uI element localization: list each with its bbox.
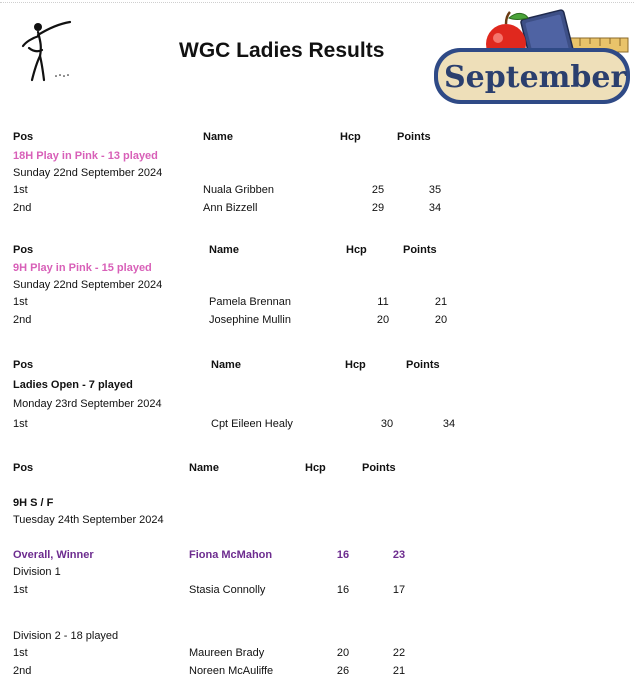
result-pos: 1st bbox=[13, 184, 28, 196]
result-name: Cpt Eileen Healy bbox=[211, 418, 293, 430]
overall-winner-hcp: 16 bbox=[336, 549, 350, 561]
header-pos: Pos bbox=[13, 359, 34, 371]
division-label: Division 1 bbox=[13, 566, 61, 578]
result-pos: 1st bbox=[13, 418, 28, 430]
result-pos: 2nd bbox=[13, 202, 32, 214]
header-hcp: Hcp bbox=[346, 244, 367, 256]
result-hcp: 26 bbox=[336, 665, 350, 677]
event-title: 9H S / F bbox=[13, 497, 54, 509]
result-pos: 2nd bbox=[13, 665, 32, 677]
header-pos: Pos bbox=[13, 131, 34, 143]
header-points: Points bbox=[406, 359, 440, 371]
top-border bbox=[0, 2, 634, 3]
header-points: Points bbox=[362, 462, 396, 474]
result-hcp: 20 bbox=[336, 647, 350, 659]
header-name: Name bbox=[203, 131, 233, 143]
result-hcp: 29 bbox=[371, 202, 385, 214]
result-name: Maureen Brady bbox=[189, 647, 265, 659]
header-hcp: Hcp bbox=[340, 131, 361, 143]
september-banner bbox=[430, 8, 634, 108]
result-pos: 1st bbox=[13, 647, 28, 659]
event-date: Sunday 22nd September 2024 bbox=[13, 279, 163, 291]
result-pos: 1st bbox=[13, 584, 28, 596]
header-name: Name bbox=[189, 462, 219, 474]
result-hcp: 20 bbox=[376, 314, 390, 326]
division-label: Division 2 - 18 played bbox=[13, 630, 119, 642]
result-name: Stasia Connolly bbox=[189, 584, 266, 596]
event-title: 18H Play in Pink - 13 played bbox=[13, 150, 158, 162]
result-hcp: 25 bbox=[371, 184, 385, 196]
event-date: Monday 23rd September 2024 bbox=[13, 398, 162, 410]
header-points: Points bbox=[403, 244, 437, 256]
header-pos: Pos bbox=[13, 462, 34, 474]
result-points: 17 bbox=[392, 584, 406, 596]
result-hcp: 11 bbox=[377, 296, 389, 308]
result-hcp: 16 bbox=[336, 584, 350, 596]
event-date: Sunday 22nd September 2024 bbox=[13, 167, 163, 179]
page-title: WGC Ladies Results bbox=[179, 39, 385, 62]
header-name: Name bbox=[209, 244, 239, 256]
result-name: Josephine Mullin bbox=[209, 314, 291, 326]
header-pos: Pos bbox=[13, 244, 34, 256]
result-points: 22 bbox=[392, 647, 406, 659]
result-hcp: 30 bbox=[380, 418, 394, 430]
result-name: Noreen McAuliffe bbox=[189, 665, 274, 677]
result-name: Pamela Brennan bbox=[209, 296, 291, 308]
header-hcp: Hcp bbox=[305, 462, 326, 474]
result-points: 21 bbox=[434, 296, 448, 308]
result-points: 34 bbox=[442, 418, 456, 430]
result-name: Nuala Gribben bbox=[203, 184, 274, 196]
header-hcp: Hcp bbox=[345, 359, 366, 371]
event-title: 9H Play in Pink - 15 played bbox=[13, 262, 152, 274]
overall-winner-label: Overall, Winner bbox=[13, 549, 94, 561]
event-date: Tuesday 24th September 2024 bbox=[13, 514, 164, 526]
overall-winner-name: Fiona McMahon bbox=[189, 549, 273, 561]
result-points: 35 bbox=[428, 184, 442, 196]
result-pos: 2nd bbox=[13, 314, 32, 326]
header-points: Points bbox=[397, 131, 431, 143]
result-points: 21 bbox=[392, 665, 406, 677]
banner-text: September bbox=[444, 60, 627, 95]
overall-winner-points: 23 bbox=[392, 549, 406, 561]
result-pos: 1st bbox=[13, 296, 28, 308]
result-points: 34 bbox=[428, 202, 442, 214]
golfer-silhouette-icon bbox=[18, 18, 78, 82]
result-name: Ann Bizzell bbox=[203, 202, 258, 214]
result-points: 20 bbox=[434, 314, 448, 326]
header-name: Name bbox=[211, 359, 241, 371]
event-title: Ladies Open - 7 played bbox=[13, 379, 133, 391]
